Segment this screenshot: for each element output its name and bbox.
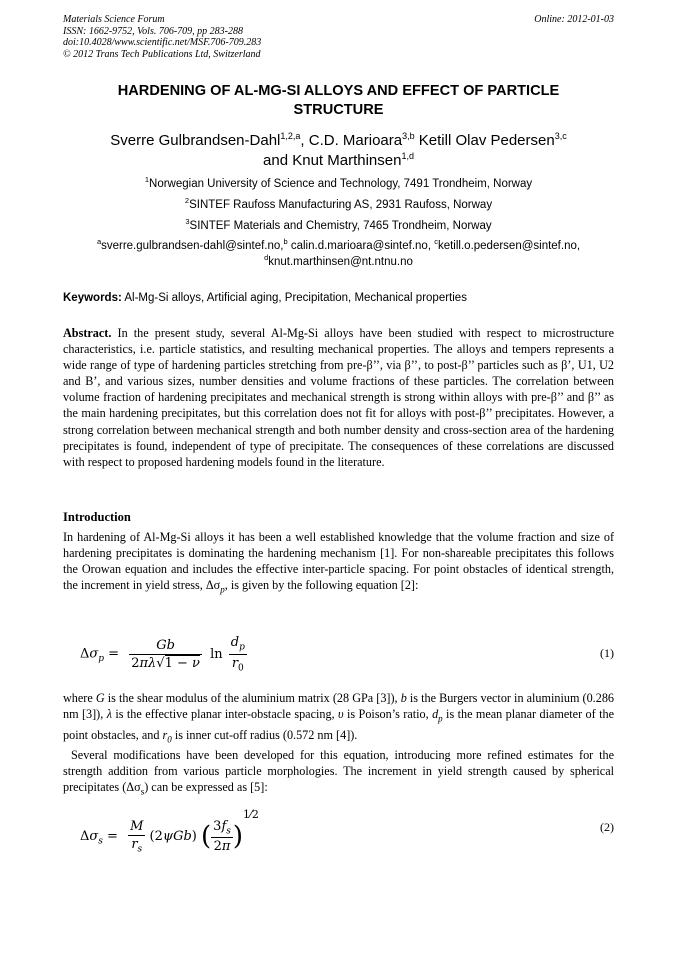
affiliation-mark: 2 [184, 196, 190, 205]
author-affiliation-mark: 3,c [554, 131, 567, 141]
author-name: Knut Marthinsen [292, 152, 402, 169]
affiliation-text: Norwegian University of Science and Technology, 7491 Trondheim, Norway [149, 178, 533, 190]
journal-name: Materials Science Forum [63, 14, 165, 25]
doi-line: doi:10.4028/www.scientific.net/MSF.706-709.283 [63, 37, 262, 48]
equation-1-formula: $\Delta\sigma_p$ = $\frac{Gb}{2\pi\lambda√1 - \nu}$ ln $\frac{d_p}{r_0}$ [80, 635, 245, 674]
paragraph-text: Several modifications have been developed for this equation, introducing more refined estimates for the strength addition from various particle morphologies. The increment in yield strength caused by spherical precipitates (Δσ [63, 748, 614, 795]
email-address: knut.marthinsen@nt.ntnu.no [268, 256, 413, 268]
author-list [63, 131, 614, 171]
email-mark: a [96, 237, 102, 246]
abstract-text: In the present study, several Al-Mg-Si alloys have been studied with respect to microstructure characteristics, i.e. particle statistics, and resulting mechanical properties. The alloys and tempers represents a wide range of type of hardening particles stretching from pre-β’’, via β’’, to post-β’’ particles such as β’, U1, U2 and B’, and various sizes, number densities and volume fractions of these particles. The correlation between volume fraction of hardening precipitates and mechanical strength is strong within alloys with pre-β’’ and β’’ as the main hardening precipitates, but this correlation does not fit for alloys with post-β’’ precipitates. However, a strong correlation between mechanical strength and both number density and cross-section area of the hardening precipitates is found, independent of type of precipitate. The consequences of these correlations are discussed with respect to proposed hardening models found in the literature. [63, 326, 614, 469]
abstract [63, 325, 614, 470]
variable-symbol: b [400, 691, 407, 705]
email-list [63, 238, 614, 270]
author-name: C.D. Marioara [308, 132, 403, 149]
variable-symbol: G [95, 691, 105, 705]
author-affiliation-mark: 1,2,a [280, 131, 301, 141]
paragraph-text: is the Burgers vector in aluminium (0.286 nm [3]), [63, 691, 615, 722]
affiliation [63, 217, 614, 238]
equation-2-formula: $\Delta\sigma_s$ = $\frac{M}{r_s}$ (2ψGb) ( $\frac{3f_s}{2\pi}$ )$^{1⁄2}$ [80, 808, 259, 855]
modifications-text [63, 747, 614, 800]
paragraph-text: is the shear modulus of the aluminium matrix (28 GPa [3]), [104, 691, 401, 705]
variable-subscript: p [438, 713, 443, 724]
author-affiliation-mark: 3,b [402, 131, 415, 141]
variable-symbol: λ [106, 707, 112, 722]
paragraph-subscript: s [140, 786, 145, 797]
affiliation-mark: 3 [185, 217, 190, 226]
email-mark: c [434, 237, 438, 246]
email-address: calin.d.marioara@sintef.no, [287, 240, 432, 252]
equation-1-number: (1) [600, 646, 614, 660]
author-separator: , [300, 132, 309, 149]
author-affiliation-mark: 1,d [401, 151, 414, 161]
author-name: Sverre Gulbrandsen-Dahl [110, 132, 281, 149]
email-address: ketill.o.pedersen@sintef.no, [437, 240, 581, 252]
variable-subscript: 0 [167, 734, 172, 745]
paragraph-text: , is given by the following equation [2]: [224, 578, 419, 593]
author-conjunction: and [263, 152, 293, 169]
section-heading-introduction: Introduction [63, 510, 131, 524]
keywords-label: Keywords: [63, 292, 122, 304]
affiliation-text: SINTEF Raufoss Manufacturing AS, 2931 Raufoss, Norway [189, 199, 493, 211]
variable-definitions [63, 690, 614, 747]
equation-1 [80, 625, 614, 677]
issn-line: ISSN: 1662-9752, Vols. 706-709, pp 283-288 [63, 25, 243, 37]
title-line-2: STRUCTURE [293, 102, 384, 118]
paper-title [63, 82, 614, 120]
email-mark: d [264, 253, 269, 262]
paragraph-text: is the effective planar inter-obstacle spacing, [111, 707, 339, 722]
paragraph-subscript: p [220, 584, 225, 595]
affiliation-text: SINTEF Materials and Chemistry, 7465 Trondheim, Norway [189, 220, 492, 232]
affiliation-mark: 1 [144, 175, 150, 184]
keywords [63, 290, 614, 306]
journal-header [63, 14, 614, 60]
introduction-paragraph-2 [63, 690, 614, 800]
paragraph-text: is the mean planar diameter of the point obstacles, and [63, 707, 614, 742]
author-name: Ketill Olav Pedersen [418, 132, 555, 149]
paragraph-text: is Poison’s ratio, [343, 707, 433, 722]
online-date: Online: 2012-01-03 [534, 14, 614, 25]
variable-symbol: υ [338, 707, 344, 722]
equation-2 [80, 800, 614, 860]
abstract-label: Abstract. [63, 326, 112, 340]
email-address: sverre.gulbrandsen-dahl@sintef.no, [101, 240, 284, 252]
paragraph-text: is inner cut-off radius (0.572 nm [4]). [171, 727, 358, 742]
equation-2-number: (2) [600, 820, 614, 834]
title-line-1: HARDENING OF AL-MG-SI ALLOYS AND EFFECT OF PARTICLE [117, 83, 560, 99]
introduction-paragraph-1 [63, 529, 614, 598]
email-mark: b [283, 237, 288, 246]
paragraph-text: where [63, 691, 96, 705]
paragraph-text: ) can be expressed as [5]: [144, 780, 268, 795]
affiliation [63, 196, 614, 217]
paragraph-text: In hardening of Al-Mg-Si alloys it has been a well established knowledge that the volume fraction and size of hardening precipitates is dominating the hardening mechanism [1]. For non-shareable precipitates this follows the Orowan equation and includes the effective inter-particle spacing. For point obstacles of identical strength, the increment in yield stress, Δσ [63, 530, 614, 593]
variable-symbol: r [162, 727, 168, 742]
copyright-line: © 2012 Trans Tech Publications Ltd, Switzerland [63, 48, 261, 60]
affiliation [63, 175, 614, 196]
keywords-text: Al-Mg-Si alloys, Artificial aging, Precipitation, Mechanical properties [121, 292, 467, 304]
affiliation-list [63, 175, 614, 238]
variable-symbol: d [432, 707, 439, 722]
